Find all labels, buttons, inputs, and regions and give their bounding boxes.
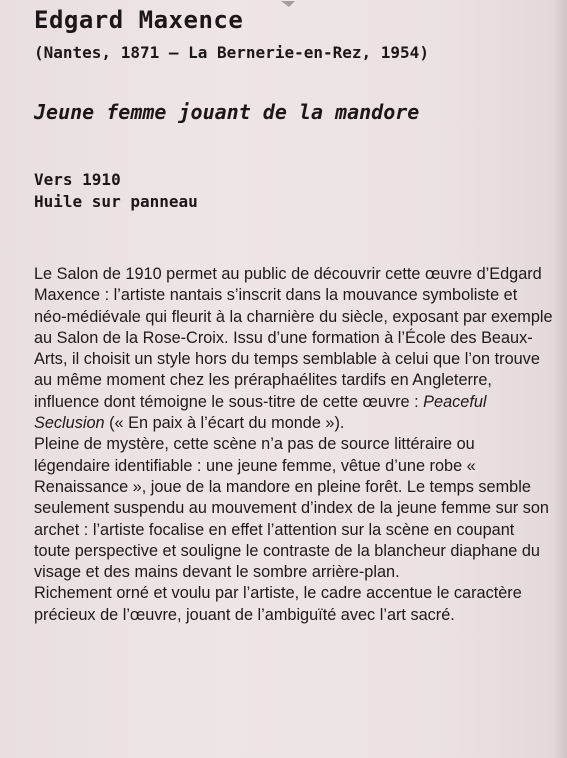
artist-name: Edgard Maxence [34,6,244,34]
artwork-meta [34,169,198,213]
artwork-description [34,264,554,626]
artwork-title: Jeune femme jouant de la mandore [34,100,420,124]
description-paragraph-3: Richement orné et voulu par l’artiste, le cadre accentue le caractère précieux de l’œuvre, jouant de l’ambiguïté avec l’art sacré. [34,584,522,624]
description-paragraph-1 [34,264,554,434]
card-edge-shadow [553,0,567,758]
description-paragraph-1-end: (« En paix à l’écart du monde »). [104,414,345,433]
artwork-medium: Huile sur panneau [34,192,198,211]
artist-life-dates: (Nantes, 1871 – La Bernerie-en-Rez, 1954) [34,43,429,62]
description-paragraph-1-text: Le Salon de 1910 permet au public de découvrir cette œuvre d’Edgard Maxence : l’artiste nantais s’inscrit dans la mouvance symboliste et néo-médiévale qui fleurit à la charnière du siècle, exposant par exemple au Salon de la Rose-Croix. Issu d’une formation à l’École des Beaux-Arts, il choisit un style hors du temps semblable à celui que l’on trouve au même moment chez les préraphaélites tardifs en Angleterre, influence dont témoigne le sous-titre de cette œuvre : [34,265,553,411]
artwork-date: Vers 1910 [34,170,121,189]
mounting-pin-icon [280,0,296,8]
artwork-subtitle: Peaceful Seclusion [34,392,487,433]
description-paragraph-2: Pleine de mystère, cette scène n’a pas de source littéraire ou légendaire identifiable : une jeune femme, vêtue d’une robe « Renaissance », joue de la mandore en pleine forêt. Le temps semble seulement suspendu au mouvement d’index de la jeune femme sur son archet : l’artiste focalise en effet l’attention sur la scène en coupant toute perspective et souligne le contraste de la blancheur diaphane du visage et des mains devant le sombre arrière-plan. [34,435,549,582]
